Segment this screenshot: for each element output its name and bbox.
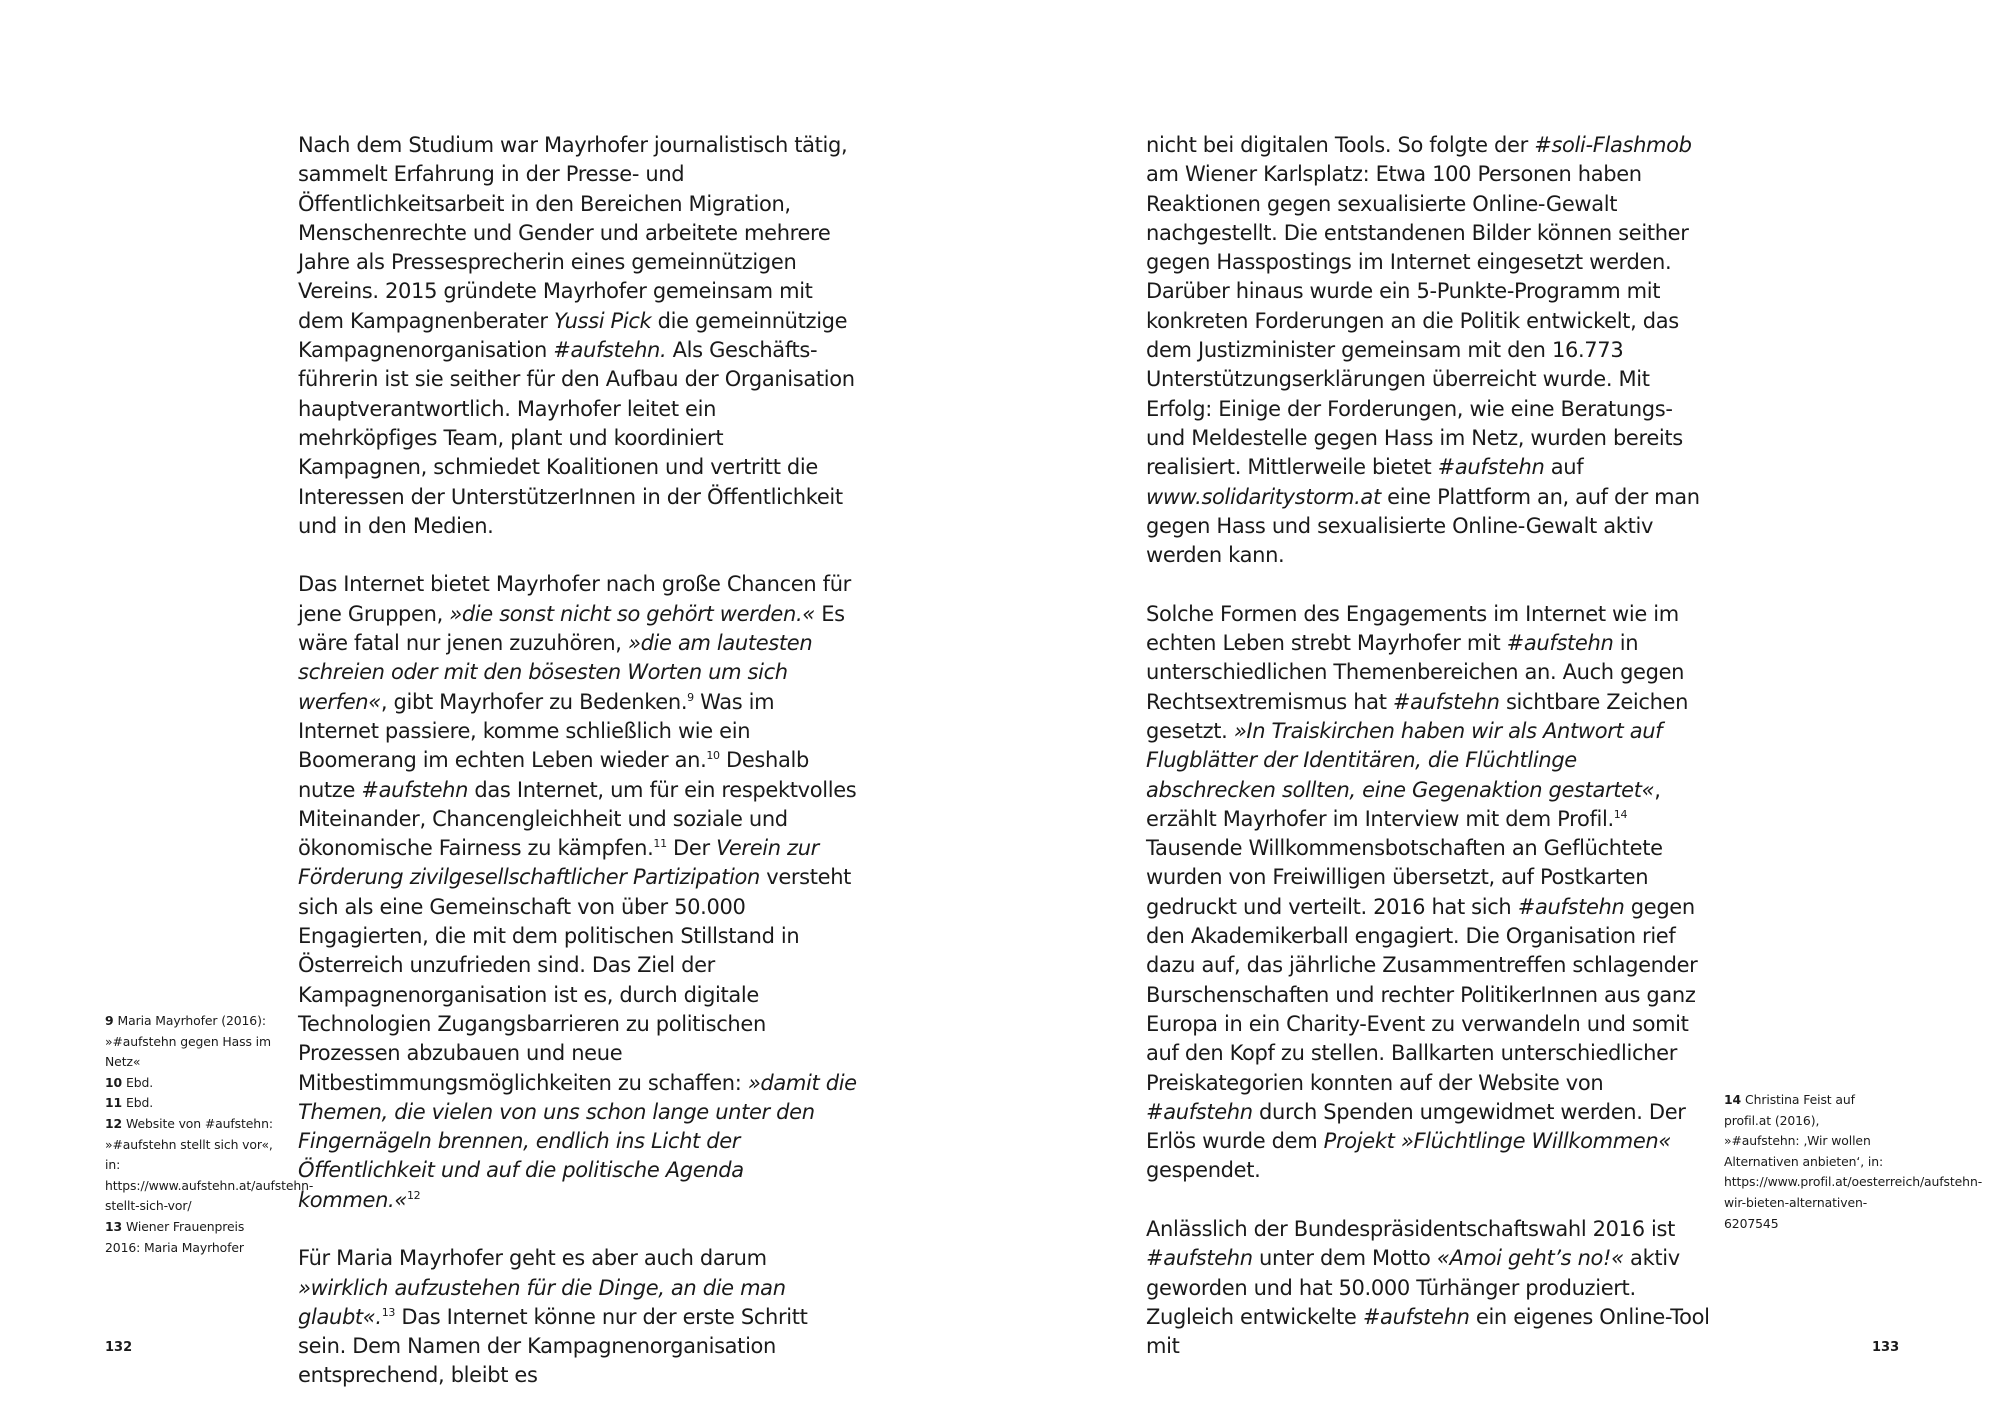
page-number-left: 132 [105, 1340, 133, 1355]
text-run: Das Internet bietet Mayrhofer nach große Chancen für jene Gruppen, [298, 572, 851, 626]
footnote-number: 10 [105, 1074, 123, 1090]
text-run: in unterschiedlichen Themenbereichen an. Auch gegen Rechtsextremismus hat [1146, 631, 1685, 714]
text-run: , erzählt Mayrhofer im Interview mit dem Profil. [1146, 777, 1661, 831]
emphasis-text: #aufstehn [1437, 455, 1545, 480]
emphasis-text: #aufstehn [1517, 894, 1625, 919]
text-run: versteht sich als eine Gemeinschaft von über 50.000 Engagierten, die mit dem politischen Stillstand in Österreich unzufrieden sind. Das Ziel der Kampagnenorganisation ist es, durch digitale Technologien Zugangsbarrieren zu politischen Prozessen abzubauen und neue Mitbestimmungsmöglichkeiten zu schaffen: [298, 865, 852, 1095]
body-paragraph [298, 131, 858, 541]
text-run: Es wäre fatal nur jenen zuzuhören, [298, 601, 845, 656]
emphasis-text: Verein zur Förderung zivilgesellschaftlicher Partizipation [298, 836, 819, 890]
footnote [105, 1217, 277, 1258]
text-run: Tausende Willkommensbotschaften an Geflüchtete wurden von Freiwilligen übersetzt, auf Postkarten gedruckt und verteilt. 2016 hat sich [1146, 836, 1663, 919]
footnote [105, 1073, 277, 1094]
footnote-reference: 10 [706, 749, 720, 763]
body-paragraph [298, 570, 858, 1215]
emphasis-text: www.solidaritystorm.at [1146, 484, 1381, 509]
emphasis-text: »In Traiskirchen haben wir als Antwort auf Flugblätter der Identitären, die Flüchtlinge abschrecken sollten, eine Gegenaktion gestartet« [1146, 718, 1663, 802]
text-run: unter dem Motto [1252, 1246, 1437, 1271]
text-run: Als Geschäftsführerin ist sie seither für den Aufbau der Organisation hauptverantwortlich. Mayrhofer leitet ein mehrköpfiges Team, plant und koordiniert Kampagnen, schmiedet Koalitionen und vertritt die Interessen der UnterstützerInnen in der Öffentlichkeit und in den Medien. [298, 338, 855, 538]
emphasis-text: #aufstehn [1146, 1246, 1253, 1271]
emphasis-text: »die sonst nicht so gehört werden.« [449, 601, 815, 626]
text-run: Anlässlich der Bundespräsidentschaftswahl 2016 ist [1146, 1216, 1675, 1241]
footnote-number: 14 [1724, 1092, 1742, 1107]
text-run: gespendet. [1146, 1158, 1261, 1183]
footnote-text: Ebd. [126, 1095, 154, 1111]
emphasis-text: #soli-Flashmob [1534, 133, 1692, 157]
footnote-number: 12 [105, 1115, 123, 1131]
footnote-text: Christina Feist auf profil.at (2016), »#aufstehn: ‚Wir wollen Alternativen anbieten‘, in: https://www.profil.at/oesterreich/aufstehn-wir-bieten-alternativen-6207545 [1724, 1092, 1983, 1231]
body-paragraph [298, 1244, 858, 1390]
footnote-reference: 9 [687, 690, 694, 704]
emphasis-text: #aufstehn. [553, 338, 667, 363]
body-paragraph [1146, 1215, 1711, 1361]
text-run: Der [666, 836, 717, 861]
footnote [105, 1011, 277, 1073]
emphasis-text: #aufstehn [1362, 1304, 1470, 1329]
footnote-reference: 12 [407, 1188, 421, 1202]
text-run: Nach dem Studium war Mayrhofer journalistisch tätig, sammelt Erfahrung in der Presse- und Öffentlichkeitsarbeit in den Bereichen Migration, Menschenrechte und Gender und arbeitete mehrere Jahre als Pressesprecherin eines gemeinnützigen Vereins. 2015 gründete Mayrhofer gemeinsam mit dem Kampagnenberater [298, 133, 848, 333]
footnote-text: Wiener Frauenpreis 2016: Maria Mayrhofer [105, 1218, 245, 1255]
footnote [105, 1114, 314, 1217]
footnote-reference: 13 [381, 1305, 396, 1319]
text-run: auf [1544, 455, 1584, 480]
emphasis-text: #aufstehn [361, 777, 469, 802]
emphasis-text: #aufstehn [1506, 631, 1614, 656]
text-run: Was im Internet passiere, komme schließlich wie ein Boomerang im echten Leben wieder an. [298, 689, 775, 773]
footnote-reference: 11 [653, 837, 667, 851]
text-run: Für Maria Mayrhofer geht es aber auch darum [298, 1246, 767, 1271]
body-paragraph [1146, 600, 1711, 1186]
text-run: gegen den Akademikerball engagiert. Die Organisation rief dazu auf, das jährliche Zusammentreffen schlagender Burschenschaften und rechter PolitikerInnen aus ganz Europa in ein Charity-Event zu verwandeln und somit auf den Kopf zu stellen. Ballkarten unterschiedlicher Preiskategorien konnten auf der Website von [1146, 894, 1698, 1095]
body-paragraph [1146, 131, 1711, 570]
emphasis-text: »die am lautesten schreien oder mit den bösesten Worten um sich werfen« [298, 631, 813, 714]
text-run: Deshalb nutze [298, 748, 809, 802]
emphasis-text: Projekt »Flüchtlinge Willkommen« [1323, 1129, 1671, 1154]
page-number-right: 133 [1872, 1340, 1900, 1355]
text-run: die gemeinnützige Kampagnenorganisation [298, 308, 848, 363]
text-run: , gibt Mayrhofer zu Bedenken. [380, 689, 688, 714]
text-run: ein eigenes Online-Tool mit [1146, 1304, 1710, 1359]
footnote-number: 11 [105, 1095, 123, 1111]
text-run: aktiv geworden und hat 50.000 Türhänger produziert. Zugleich entwickelte [1146, 1246, 1680, 1329]
footnote-number: 13 [105, 1218, 123, 1234]
left-page-body [298, 131, 858, 1420]
text-run: eine Plattform an, auf der man gegen Hass und sexualisierte Online-Gewalt aktiv werden kann. [1146, 484, 1700, 568]
text-run: nicht bei digitalen Tools. So folgte der [1146, 133, 1535, 157]
right-page-body [1146, 131, 1711, 1391]
footnote [105, 1093, 277, 1114]
footnote-text: Maria Mayrhofer (2016): »#aufstehn gegen Hass im Netz« [105, 1013, 271, 1070]
emphasis-text: #aufstehn [1146, 1099, 1253, 1124]
text-run: Solche Formen des Engagements im Internet wie im echten Leben strebt Mayrhofer mit [1146, 601, 1679, 656]
text-run: sichtbare Zeichen gesetzt. [1146, 689, 1689, 743]
text-run: durch Spenden umgewidmet werden. Der Erlös wurde dem [1146, 1099, 1686, 1154]
emphasis-text: #aufstehn [1392, 689, 1500, 714]
emphasis-text: Yussi Pick [554, 308, 652, 333]
left-page-footnotes [105, 1011, 314, 1258]
footnote-text: Ebd. [126, 1074, 154, 1090]
footnote [1724, 1090, 1983, 1234]
footnote-reference: 14 [1613, 807, 1628, 821]
emphasis-text: «Amoi geht’s no!« [1436, 1246, 1624, 1271]
text-run: Das Internet könne nur der erste Schritt sein. Dem Namen der Kampagnenorganisation entsprechend, bleibt es [298, 1304, 808, 1388]
text-run: am Wiener Karlsplatz: Etwa 100 Personen haben Reaktionen gegen sexualisierte Online-Gewalt nachgestellt. Die entstandenen Bilder können seither gegen Hasspostings im Internet eingesetzt werden. Darüber hinaus wurde ein 5-Punkte-Programm mit konkreten Forderungen an die Politik entwickelt, das dem Justizminister gemeinsam mit den 16.773 Unterstützungserklärungen überreicht wurde. Mit Erfolg: Einige der Forderungen, wie eine Beratungs- und Meldestelle gegen Hass im Netz, wurden bereits realisiert. Mittlerweile bietet [1146, 162, 1689, 480]
footnote-text: Website von #aufstehn: »#aufstehn stellt sich vor«, in: https://www.aufstehn.at/aufstehn-stellt-sich-vor/ [105, 1115, 314, 1214]
right-page-footnotes [1724, 1090, 1983, 1234]
emphasis-text: »damit die Themen, die vielen von uns schon lange unter den Fingernägeln brennen, endlich ins Licht der Öffentlichkeit und auf die politische Agenda kommen.« [298, 1070, 857, 1212]
footnote-number: 9 [105, 1013, 114, 1028]
text-run: das Internet, um für ein respektvolles Miteinander, Chancengleichheit und soziale und ökonomische Fairness zu kämpfen. [298, 777, 857, 861]
emphasis-text: »wirklich aufzustehen für die Dinge, an die man glaubt«. [298, 1275, 786, 1329]
